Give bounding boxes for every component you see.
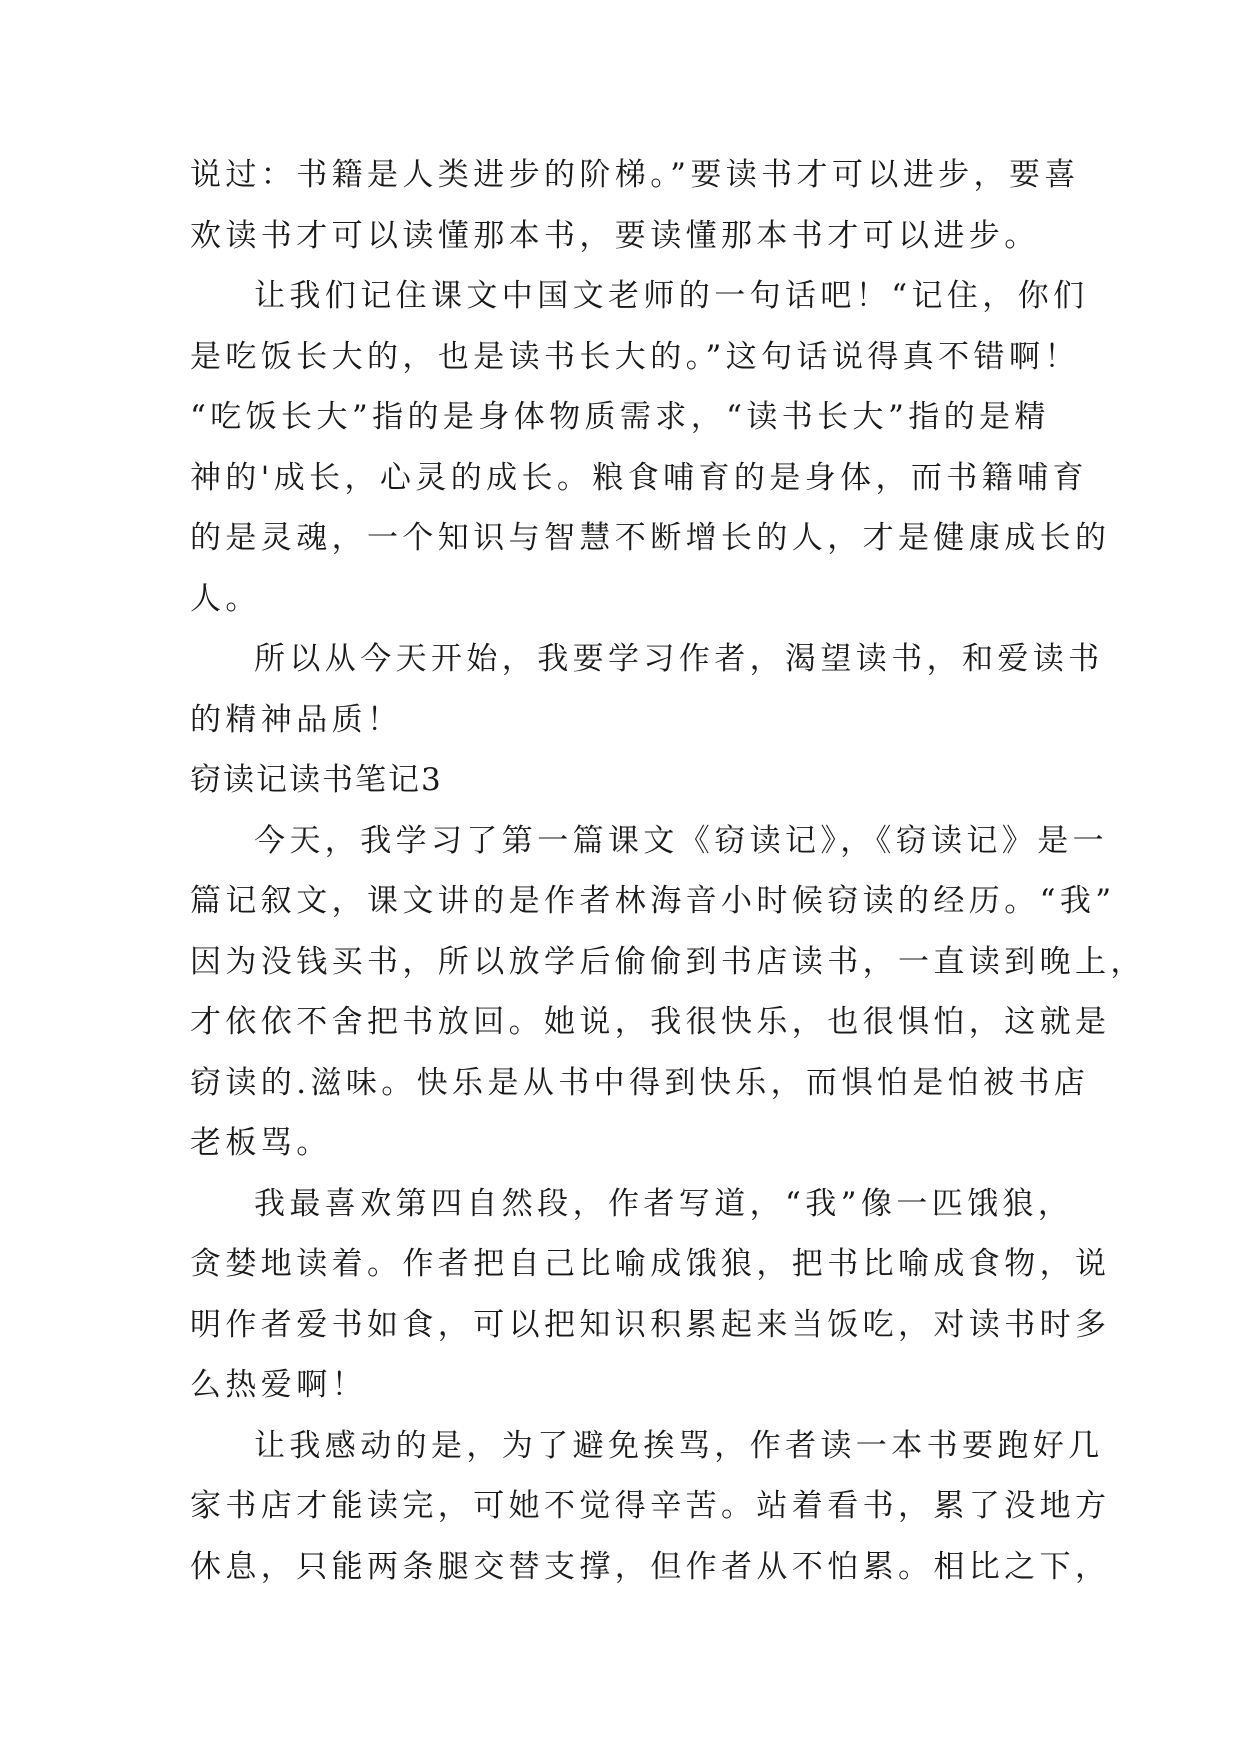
text-line: 神的'成长，心灵的成长。粮食哺育的是身体，而书籍哺育 <box>190 459 1088 496</box>
text-line: 篇记叙文，课文讲的是作者林海音小时候窃读的经历。“我” <box>190 883 1116 919</box>
section-heading: 窃读记读书笔记3 <box>190 762 443 798</box>
text-line: 让我感动的是，为了避免挨骂，作者读一本书要跑好几 <box>254 1427 1104 1464</box>
text-line: 老板骂。 <box>190 1125 332 1161</box>
text-line: 欢读书才可以读懂那本书，要读懂那本书才可以进步。 <box>190 217 1040 254</box>
text-line: 窃读的.滋味。快乐是从书中得到快乐，而惧怕是怕被书店 <box>190 1064 1090 1101</box>
text-line: 的是灵魂，一个知识与智慧不断增长的人，才是健康成长的 <box>190 520 1111 556</box>
text-line: 贪婪地读着。作者把自己比喻成饿狼，把书比喻成食物，说 <box>190 1246 1111 1282</box>
text-line: 么热爱啊！ <box>190 1367 367 1403</box>
text-line: 因为没钱买书，所以放学后偷偷到书店读书，一直读到晚上， <box>190 943 1146 980</box>
text-line: 是吃饭长大的，也是读书长大的。”这句话说得真不错啊！ <box>190 338 1080 375</box>
text-line: 休息，只能两条腿交替支撑，但作者从不怕累。相比之下， <box>190 1548 1111 1585</box>
text-line: 让我们记住课文中国文老师的一句话吧！“记住，你们 <box>254 278 1089 314</box>
text-line: 今天，我学习了第一篇课文《窃读记》，《窃读记》是一 <box>254 822 1108 859</box>
text-line: 家书店才能读完，可她不觉得辛苦。站着看书，累了没地方 <box>190 1488 1111 1524</box>
text-line: 我最喜欢第四自然段，作者写道，“我”像一匹饿狼， <box>254 1185 1074 1222</box>
text-line: 说过：书籍是人类进步的阶梯。”要读书才可以进步，要喜 <box>190 157 1080 193</box>
text-line: 才依依不舍把书放回。她说，我很快乐，也很惧怕，这就是 <box>190 1004 1111 1040</box>
text-line: 明作者爱书如食，可以把知识积累起来当饭吃，对读书时多 <box>190 1306 1111 1343</box>
text-line: 的精神品质！ <box>190 701 403 738</box>
text-line: “吃饭长大”指的是身体物质需求，“读书长大”指的是精 <box>190 399 1050 435</box>
text-line: 所以从今天开始，我要学习作者，渴望读书，和爱读书 <box>254 641 1104 677</box>
document-body <box>190 145 1146 1597</box>
text-line: 人。 <box>190 580 261 617</box>
